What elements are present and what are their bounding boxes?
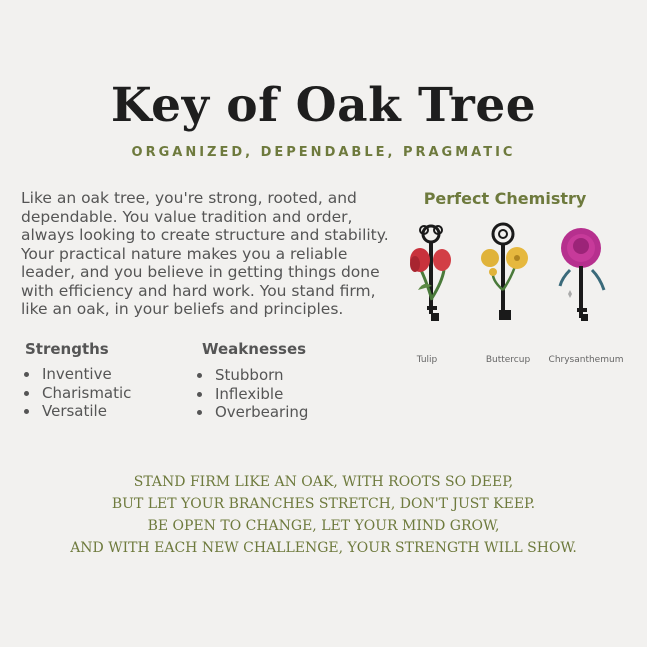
- poem-line: BE OPEN TO CHANGE, LET YOUR MIND GROW,: [147, 518, 500, 534]
- tulip-key-icon: [410, 226, 451, 321]
- chemistry-title: Perfect Chemistry: [423, 189, 587, 208]
- poem-line: BUT LET YOUR BRANCHES STRETCH, DON'T JUST KEEP.: [111, 496, 536, 512]
- strengths-list: [24, 365, 131, 421]
- weaknesses-heading: Weaknesses: [202, 340, 307, 358]
- chrysanthemum-key-icon: [560, 228, 604, 321]
- list-item: • Overbearing: [213, 403, 308, 422]
- weaknesses-list: [197, 366, 308, 422]
- list-item: • Versatile: [40, 402, 131, 421]
- list-item: • Inflexible: [213, 385, 308, 404]
- key-caption-buttercup: Buttercup: [485, 355, 531, 365]
- key-caption-tulip: Tulip: [416, 355, 438, 365]
- poem-line: STAND FIRM LIKE AN OAK, WITH ROOTS SO DEEP,: [133, 474, 514, 490]
- description: Like an oak tree, you're strong, rooted, and dependable. You value tradition and order, always looking to create structure and stability. Your practical nature makes you a reliable leader, and you believe in getting things done with efficiency and hard work. You stand firm, like an oak, in your beliefs and principles.: [21, 189, 389, 318]
- page-title: Key of Oak Tree: [110, 78, 537, 133]
- poem-line: AND WITH EACH NEW CHALLENGE, YOUR STRENGTH WILL SHOW.: [70, 540, 577, 556]
- buttercup-key-icon: [481, 224, 528, 320]
- poem: [0, 471, 647, 559]
- page-subtitle: ORGANIZED, DEPENDABLE, PRAGMATIC: [131, 145, 516, 160]
- list-item: • Inventive: [40, 365, 131, 384]
- strengths-heading: Strengths: [25, 340, 109, 358]
- list-item: • Stubborn: [213, 366, 308, 385]
- chemistry-keys: [398, 220, 638, 335]
- list-item: • Charismatic: [40, 384, 131, 403]
- key-caption-chrysanthemum: Chrysanthemum: [548, 355, 624, 365]
